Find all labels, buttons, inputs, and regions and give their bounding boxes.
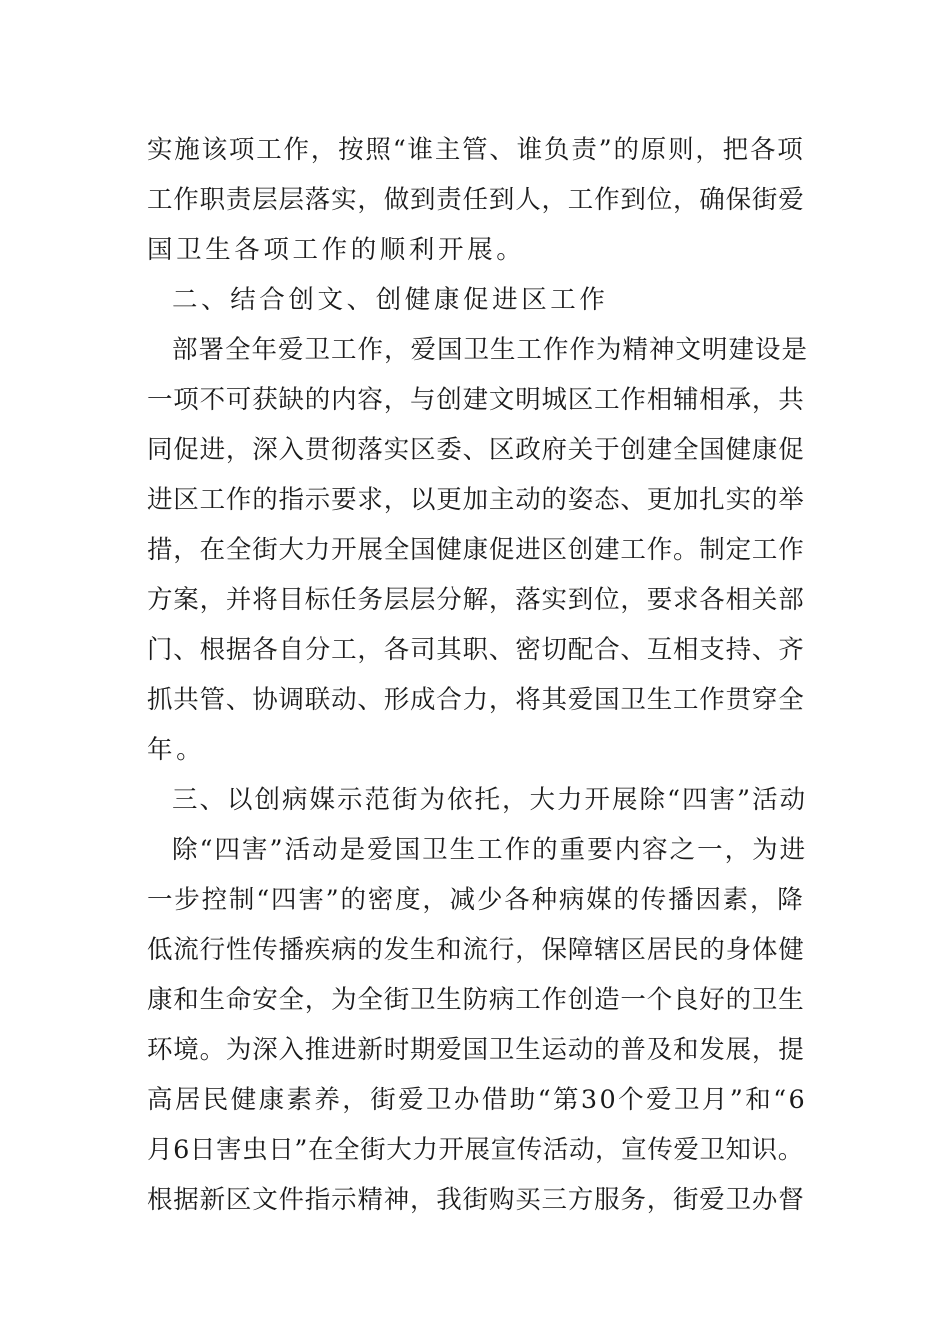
paragraph-line: 根据新区文件指示精神，我街购买三方服务，街爱卫办督 <box>147 1185 805 1215</box>
paragraph-line: 高居民健康素养，街爱卫办借助“第30个爱卫月”和“6 <box>147 1085 808 1115</box>
section-heading: 二、结合创文、创健康促进区工作 <box>172 285 609 315</box>
paragraph-line: 环境。为深入推进新时期爱国卫生运动的普及和发展，提 <box>147 1035 805 1065</box>
paragraph-line: 进区工作的指示要求，以更加主动的姿态、更加扎实的举 <box>147 485 805 515</box>
paragraph-line: 年。 <box>147 735 206 765</box>
paragraph-line: 一项不可获缺的内容，与创建文明城区工作相辅相承，共 <box>147 385 805 415</box>
paragraph-line: 工作职责层层落实，做到责任到人，工作到位，确保街爱 <box>147 185 805 215</box>
paragraph-line: 康和生命安全，为全街卫生防病工作创造一个良好的卫生 <box>147 985 805 1015</box>
paragraph-line: 除“四害”活动是爱国卫生工作的重要内容之一，为进 <box>172 835 808 865</box>
paragraph-line: 门、根据各自分工，各司其职、密切配合、互相支持、齐 <box>147 635 805 665</box>
paragraph-line: 措，在全街大力开展全国健康促进区创建工作。制定工作 <box>147 535 805 565</box>
paragraph-line: 实施该项工作，按照“谁主管、谁负责”的原则，把各项 <box>147 135 805 165</box>
paragraph-line: 月6日害虫日”在全街大力开展宣传活动，宣传爱卫知识。 <box>147 1135 804 1165</box>
paragraph-line: 国卫生各项工作的顺利开展。 <box>147 235 526 265</box>
paragraph-line: 部署全年爱卫工作，爱国卫生工作作为精神文明建设是 <box>172 335 809 365</box>
paragraph-line: 低流行性传播疾病的发生和流行，保障辖区居民的身体健 <box>147 935 805 965</box>
paragraph-line: 同促进，深入贯彻落实区委、区政府关于创建全国健康促 <box>147 435 805 465</box>
paragraph-line: 抓共管、协调联动、形成合力，将其爱国卫生工作贯穿全 <box>147 685 805 715</box>
section-heading: 三、以创病媒示范街为依托，大力开展除“四害”活动 <box>172 785 808 815</box>
paragraph-line: 方案，并将目标任务层层分解，落实到位，要求各相关部 <box>147 585 805 615</box>
paragraph-line: 一步控制“四害”的密度，减少各种病媒的传播因素，降 <box>147 885 805 915</box>
